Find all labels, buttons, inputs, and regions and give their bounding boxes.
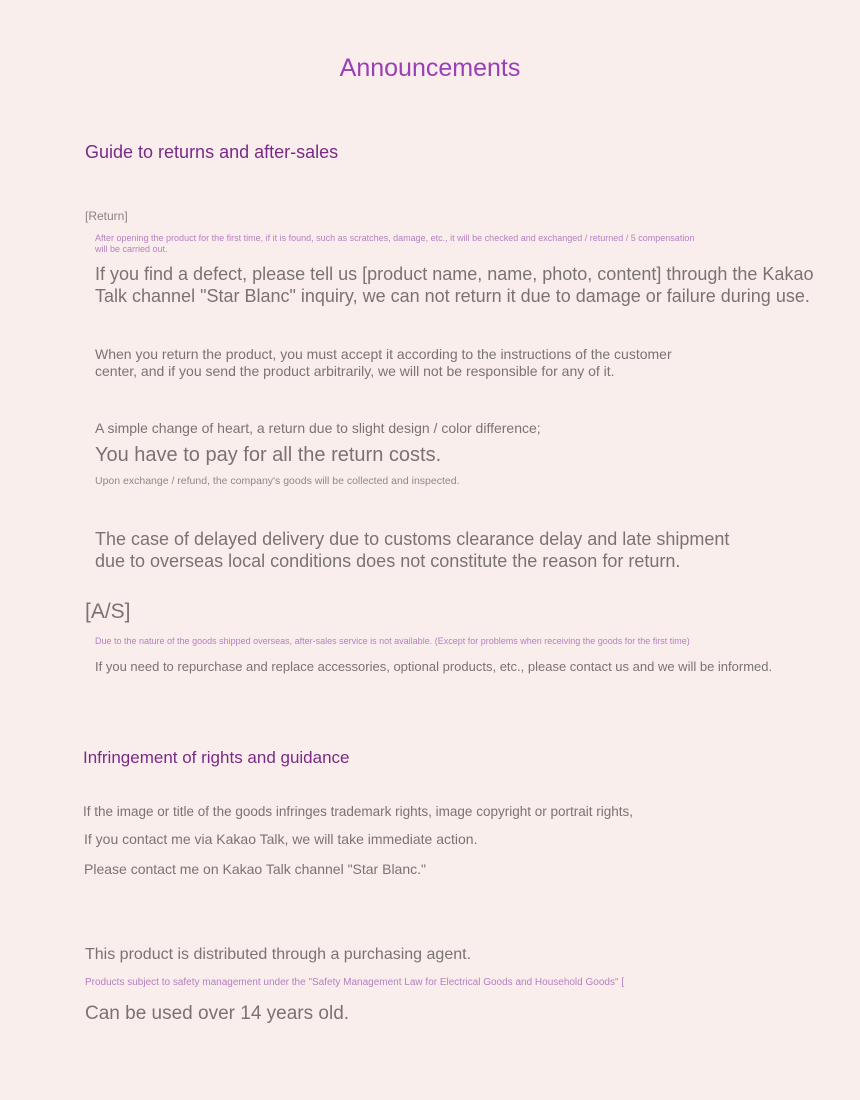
return-label: [Return] xyxy=(85,209,128,223)
exchange-refund-text: Upon exchange / refund, the company's goods will be collected and inspected. xyxy=(95,475,460,487)
as-note: Due to the nature of the goods shipped overseas, after-sales service is not available. (Except for problems when receiving the goods for the first time) xyxy=(95,636,690,646)
instructions-text-line2: center, and if you send the product arbitrarily, we will not be responsible for any of it. xyxy=(95,363,615,379)
defect-text-line1: If you find a defect, please tell us [product name, name, photo, content] through the Kakao xyxy=(95,264,814,284)
rights-section-heading: Infringement of rights and guidance xyxy=(83,748,350,767)
as-label: [A/S] xyxy=(85,600,131,623)
age-limit-text: Can be used over 14 years old. xyxy=(85,1003,350,1024)
safety-management-text: Products subject to safety management under the "Safety Management Law for Electrical Goods and Household Goods" [ xyxy=(85,977,625,988)
instructions-text-line1: When you return the product, you must accept it according to the instructions of the customer xyxy=(95,346,672,362)
delay-text-line2: due to overseas local conditions does not constitute the reason for return. xyxy=(95,551,681,571)
rights-text-line1: If the image or title of the goods infringes trademark rights, image copyright or portrait rights, xyxy=(83,804,634,819)
defect-text-line2: Talk channel "Star Blanc" inquiry, we can not return it due to damage or failure during use. xyxy=(95,286,810,306)
accessories-text: If you need to repurchase and replace accessories, optional products, etc., please contact us and we will be informed. xyxy=(95,659,773,674)
rights-text-line2: If you contact me via Kakao Talk, we will take immediate action. xyxy=(84,831,478,847)
first-inspection-note-line1: After opening the product for the first time, if it is found, such as scratches, damage, etc., it will be checked and exchanged / returned / 5 compensation xyxy=(95,233,695,243)
returns-section-heading: Guide to returns and after-sales xyxy=(85,142,339,162)
change-of-heart-text: A simple change of heart, a return due to slight design / color difference; xyxy=(95,420,541,436)
delay-text-line1: The case of delayed delivery due to customs clearance delay and late shipment xyxy=(95,529,730,549)
pay-costs-text: You have to pay for all the return costs. xyxy=(95,444,442,466)
first-inspection-note-line2: will be carried out. xyxy=(95,244,168,254)
page-title: Announcements xyxy=(339,54,521,82)
purchasing-agent-text: This product is distributed through a purchasing agent. xyxy=(85,946,472,963)
rights-text-line3: Please contact me on Kakao Talk channel "Star Blanc." xyxy=(84,861,426,877)
